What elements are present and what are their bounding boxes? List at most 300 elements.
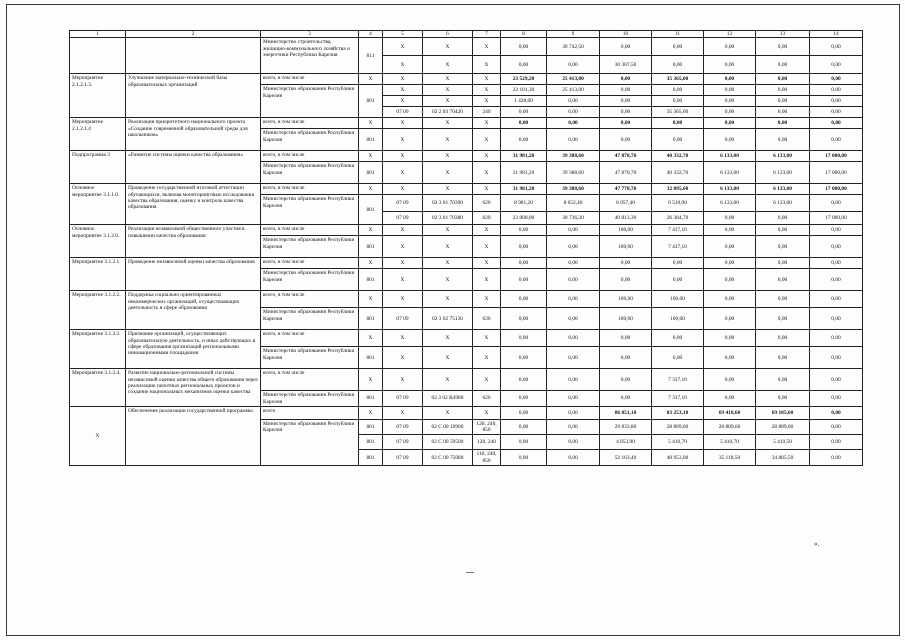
table-cell: X (423, 162, 473, 184)
table-cell: Министерство образования Республики Карелия (261, 236, 359, 258)
column-number-3: 3 (261, 31, 359, 38)
table-cell: 0,00 (810, 118, 863, 129)
table-cell: 7 437,10 (652, 236, 704, 258)
table-cell: 0,00 (704, 107, 756, 118)
table-row (70, 258, 863, 269)
column-number-7: 7 (473, 31, 501, 38)
table-cell: 69 185,60 (756, 406, 810, 419)
table-cell: 28 889,60 (704, 419, 756, 435)
table-cell: 47 870,70 (600, 162, 652, 184)
table-cell: X (383, 225, 423, 236)
table-row (70, 184, 863, 195)
table-cell: X (473, 162, 501, 184)
table-cell: 630 (473, 308, 501, 330)
table-cell: 0,00 (547, 56, 600, 74)
table-cell: 02 2 03 70420 (423, 107, 473, 118)
table-cell: 02 С 00 10900 (423, 419, 473, 435)
table-cell: 0,00 (547, 258, 600, 269)
table-cell: 0,00 (652, 38, 704, 56)
table-cell: X (383, 96, 423, 107)
table-cell: 0,00 (501, 107, 547, 118)
table-cell: 28 889,60 (652, 419, 704, 435)
table-cell: 620 (473, 212, 501, 225)
table-cell: 100,00 (600, 236, 652, 258)
table-cell: Проведение независимой оценки качества образования (126, 258, 261, 291)
table-cell: X (383, 184, 423, 195)
column-number-5: 5 (383, 31, 423, 38)
table-cell: 07 09 (383, 107, 423, 118)
column-number-2: 2 (126, 31, 261, 38)
table-cell: 0,00 (501, 330, 547, 347)
table-cell: 0,00 (810, 96, 863, 107)
table-cell: 0,00 (704, 369, 756, 391)
table-cell: Министерство образования Республики Карелия (261, 85, 359, 118)
table-cell: 801 (359, 85, 383, 118)
table-cell: X (423, 258, 473, 269)
table-cell: 0,00 (547, 435, 600, 450)
table-cell: 0,00 (600, 369, 652, 391)
table-cell (70, 38, 126, 74)
table-cell: 0,00 (756, 347, 810, 369)
table-cell: 22 101,30 (501, 85, 547, 96)
table-cell: 0,00 (704, 56, 756, 74)
table-cell: 0,00 (810, 269, 863, 291)
table-cell: X (383, 151, 423, 162)
table-cell: 0,00 (501, 236, 547, 258)
table-cell: 0,00 (501, 269, 547, 291)
table-cell: 0,00 (704, 347, 756, 369)
table-cell: X (359, 151, 383, 162)
table-cell: 0,00 (652, 347, 704, 369)
table-cell: X (383, 258, 423, 269)
table-cell: всего, в том числе (261, 330, 359, 347)
table-cell: 6 133,00 (756, 184, 810, 195)
table-cell: 0,00 (704, 118, 756, 129)
table-cell: 0,00 (756, 269, 810, 291)
table-cell: 0,00 (756, 118, 810, 129)
table-cell: X (359, 369, 383, 391)
table-cell: 100,00 (652, 291, 704, 308)
table-cell: X (473, 330, 501, 347)
table-cell: 02 3 02 R4980 (423, 391, 473, 407)
table-cell: 07 09 (383, 308, 423, 330)
table-cell: 801 (359, 450, 383, 466)
table-cell: 0,00 (810, 435, 863, 450)
header-row (70, 31, 863, 38)
table-cell: 0,00 (756, 391, 810, 407)
table-cell: 0,00 (704, 74, 756, 85)
table-cell: 0,00 (704, 225, 756, 236)
table-cell: 120, 240 (473, 435, 501, 450)
table-cell (126, 38, 261, 74)
table-cell: 0,00 (810, 236, 863, 258)
table-cell: 0,00 (600, 391, 652, 407)
table-cell: 0,00 (704, 236, 756, 258)
table-cell: Развитие национально-региональной системы независимой оценки качества общего образования через реализацию пилотных региональных проектов и создание национальных механизмов оценки качества (126, 369, 261, 407)
table-cell: X (473, 369, 501, 391)
table-cell: 17 000,00 (810, 184, 863, 195)
table-cell: 0,00 (810, 129, 863, 151)
table-cell: 0,00 (704, 269, 756, 291)
table-cell: 86 851,10 (600, 406, 652, 419)
table-cell: 0,00 (501, 450, 547, 466)
table-cell: X (473, 406, 501, 419)
table-cell: 25 413,00 (547, 74, 600, 85)
table-cell: 620 (473, 391, 501, 407)
table-cell: 0,00 (501, 347, 547, 369)
table-row (70, 74, 863, 85)
table-cell: 100,00 (600, 225, 652, 236)
table-cell: 30 742,50 (547, 38, 600, 56)
table-cell: 0,00 (756, 291, 810, 308)
table-cell: X (359, 258, 383, 269)
table-cell: X (423, 151, 473, 162)
table-cell: 0,00 (756, 225, 810, 236)
table-cell: X (423, 236, 473, 258)
table-cell: 0,00 (501, 38, 547, 56)
table-cell: 07 09 (383, 391, 423, 407)
table-cell: 0,00 (547, 291, 600, 308)
table-cell: X (423, 38, 473, 56)
table-cell: 0,00 (547, 236, 600, 258)
table-cell: 0,00 (547, 96, 600, 107)
table-cell: X (423, 291, 473, 308)
table-cell: X (423, 330, 473, 347)
table-cell: 620 (473, 195, 501, 212)
table-cell: Мероприятие 3.1.2.3. (70, 330, 126, 369)
table-cell: X (473, 38, 501, 56)
table-cell: 801 (359, 435, 383, 450)
table-cell: 0,00 (756, 74, 810, 85)
table-cell: 0,00 (652, 269, 704, 291)
table-cell: 35 365,00 (652, 107, 704, 118)
table-cell: X (423, 85, 473, 96)
table-cell: 07 09 (383, 212, 423, 225)
table-cell: 0,00 (810, 258, 863, 269)
table-cell: 0,00 (756, 330, 810, 347)
table-cell: 31 981,20 (501, 184, 547, 195)
table-cell: 30 736,20 (547, 212, 600, 225)
table-cell: 0,00 (600, 38, 652, 56)
table-cell: 0,00 (600, 118, 652, 129)
table-cell: 39 388,60 (547, 151, 600, 162)
table-cell: 0,00 (810, 347, 863, 369)
table-cell: 0,00 (547, 225, 600, 236)
table-cell: 0,00 (810, 406, 863, 419)
table-cell: 0,00 (756, 38, 810, 56)
table-cell: X (359, 225, 383, 236)
table-cell: 0,00 (501, 118, 547, 129)
table-cell: Министерство образования Республики Карелия (261, 347, 359, 369)
table-cell: 0,00 (756, 96, 810, 107)
table-cell: X (383, 291, 423, 308)
table-cell: 0,00 (501, 406, 547, 419)
budget-table (69, 30, 863, 466)
table-cell: 0,00 (756, 56, 810, 74)
table-cell: X (383, 269, 423, 291)
table-cell: 35 118,50 (704, 450, 756, 466)
page-dash (466, 572, 474, 573)
table-cell: X (423, 96, 473, 107)
table-cell: 6 133,00 (704, 151, 756, 162)
table-cell: 35 365,00 (652, 74, 704, 85)
table-cell: Признание организаций, осуществляющих образовательную деятельность, и иных действующих в сфере образования организаций региональными инновационными площадками (126, 330, 261, 369)
table-cell: 6 133,00 (704, 184, 756, 195)
table-cell: 0,00 (600, 330, 652, 347)
table-cell: 6 133,00 (756, 195, 810, 212)
table-cell: X (473, 258, 501, 269)
table-cell: Министерство строительства, жилищно-коммунального хозяйства и энергетики Республики Карелия (261, 38, 359, 74)
table-cell: 0,00 (756, 129, 810, 151)
table-cell: X (383, 347, 423, 369)
table-cell: 100,00 (652, 308, 704, 330)
table-cell: 801 (359, 195, 383, 225)
table-cell: 0,00 (704, 96, 756, 107)
table-cell: Реализация приоритетного национального проекта «Создание современной образовательной среды для школьников» (126, 118, 261, 151)
table-cell: Основное мероприятие 3.1.2.0. (70, 225, 126, 258)
table-cell: 801 (359, 129, 383, 151)
table-cell: 0,00 (600, 85, 652, 96)
table-cell: 0,00 (704, 38, 756, 56)
table-cell: всего, в том числе (261, 258, 359, 269)
table-cell: 40 332,70 (652, 162, 704, 184)
table-cell: 0,00 (652, 330, 704, 347)
table-cell: 0,00 (547, 308, 600, 330)
table-cell: 0,00 (756, 258, 810, 269)
table-cell: 0,00 (600, 96, 652, 107)
column-number-1: 1 (70, 31, 126, 38)
table-cell: 07 09 (383, 450, 423, 466)
table-cell: 801 (359, 269, 383, 291)
table-cell: 07 09 (383, 195, 423, 212)
table-cell: 0,00 (756, 308, 810, 330)
table-row (70, 330, 863, 347)
table-cell: 17 000,00 (810, 162, 863, 184)
table-cell: 0,00 (756, 85, 810, 96)
table-cell: 0,00 (501, 56, 547, 74)
table-cell: 0,00 (756, 236, 810, 258)
table-cell: 0,00 (652, 118, 704, 129)
table-cell: 0,00 (547, 450, 600, 466)
table-cell: 6 133,00 (756, 151, 810, 162)
table-cell: 0,00 (501, 258, 547, 269)
column-number-9: 9 (547, 31, 600, 38)
table-cell: Подпрограмма 3 (70, 151, 126, 184)
table-cell: 47 770,70 (600, 184, 652, 195)
table-cell: 6 133,00 (756, 162, 810, 184)
table-cell: X (473, 291, 501, 308)
table-cell: 801 (359, 391, 383, 407)
table-cell: всего, в том числе (261, 225, 359, 236)
table-cell: X (423, 129, 473, 151)
column-number-11: 11 (652, 31, 704, 38)
table-cell: 0,00 (704, 330, 756, 347)
table-cell: всего, в том числе (261, 369, 359, 391)
table-cell: 0,00 (810, 391, 863, 407)
table-cell: 6 133,00 (704, 162, 756, 184)
table-cell: 0,00 (652, 56, 704, 74)
table-cell: 0,00 (704, 291, 756, 308)
table-cell: 0,00 (810, 330, 863, 347)
table-row (70, 225, 863, 236)
table-cell: 0,00 (547, 118, 600, 129)
table-cell: 801 (359, 236, 383, 258)
table-cell: 0,00 (501, 291, 547, 308)
table-cell: X (383, 74, 423, 85)
table-cell: 48 953,00 (652, 450, 704, 466)
table-cell: 23 529,20 (501, 74, 547, 85)
table-cell: Министерство образования Республики Карелия (261, 419, 359, 465)
table-cell: 52 163,40 (600, 450, 652, 466)
table-cell: X (423, 56, 473, 74)
table-cell: 0,00 (547, 347, 600, 369)
table-row (70, 369, 863, 391)
table-cell: 120, 240, 850 (473, 419, 501, 435)
table-cell: X (359, 330, 383, 347)
table-cell: 02 3 02 75130 (423, 308, 473, 330)
table-cell: Министерство образования Республики Карелия (261, 391, 359, 407)
table-cell: 0,00 (756, 212, 810, 225)
table-cell: X (383, 330, 423, 347)
table-cell: 0,00 (547, 269, 600, 291)
table-cell: 7 337,10 (652, 369, 704, 391)
table-row (70, 406, 863, 419)
table-cell: 0,00 (810, 85, 863, 96)
table-cell: 5 410,70 (704, 435, 756, 450)
table-cell: X (359, 291, 383, 308)
table-cell: 0,00 (810, 74, 863, 85)
table-cell: 47 870,70 (600, 151, 652, 162)
table-cell: 0,00 (501, 391, 547, 407)
table-cell: X (383, 406, 423, 419)
column-number-4: 4 (359, 31, 383, 38)
table-row (70, 118, 863, 129)
table-cell: 30 307,50 (600, 56, 652, 74)
table-cell: X (383, 38, 423, 56)
table-cell: X (383, 162, 423, 184)
table-cell: 0,00 (547, 369, 600, 391)
table-cell: всего, в том числе (261, 151, 359, 162)
table-cell: X (359, 74, 383, 85)
table-cell: 110, 240, 850 (473, 450, 501, 466)
column-number-10: 10 (600, 31, 652, 38)
column-number-8: 8 (501, 31, 547, 38)
table-cell: 240 (473, 107, 501, 118)
table-cell: 0,00 (756, 107, 810, 118)
table-cell: Министерство образования Республики Карелия (261, 269, 359, 291)
table-cell: Министерство образования Республики Карелия (261, 129, 359, 151)
table-cell: 0,00 (547, 129, 600, 151)
table-cell: 1 428,00 (501, 96, 547, 107)
table-cell: X (473, 118, 501, 129)
table-cell: 0,00 (756, 369, 810, 391)
table-row (70, 38, 863, 56)
table-cell: 83 253,10 (652, 406, 704, 419)
table-cell: 0,00 (652, 96, 704, 107)
table-cell: 7 337,10 (652, 391, 704, 407)
table-cell: 811 (359, 38, 383, 74)
table-cell: X (423, 184, 473, 195)
table-cell: X (473, 85, 501, 96)
table-cell: 0,00 (547, 391, 600, 407)
column-number-6: 6 (423, 31, 473, 38)
table-cell: 5 410,50 (756, 435, 810, 450)
table-cell: 0,00 (501, 129, 547, 151)
table-cell: 0,00 (600, 269, 652, 291)
column-number-14: 14 (810, 31, 863, 38)
table-cell: 0,00 (810, 56, 863, 74)
table-cell: 5 410,70 (652, 435, 704, 450)
table-cell: «Развитие системы оценки качества образования» (126, 151, 261, 184)
table-cell: 0,00 (810, 291, 863, 308)
table-cell: 69 418,60 (704, 406, 756, 419)
table-cell: X (359, 406, 383, 419)
table-cell: 0,00 (810, 308, 863, 330)
table-cell: 02 С 00 59500 (423, 435, 473, 450)
table-cell: 0,00 (810, 450, 863, 466)
table-cell: X (423, 74, 473, 85)
table-cell: Обеспечение реализации государственной программы (126, 406, 261, 465)
table-cell: 8 981,20 (501, 195, 547, 212)
table-cell: X (473, 151, 501, 162)
table-cell: Проведение государственной итоговой аттестации обучающихся, включая мониторинговые исследования качества образования, оценку и контроль качества образования (126, 184, 261, 225)
table-cell: Министерство образования Республики Карелия (261, 308, 359, 330)
table-cell: 801 (359, 308, 383, 330)
table-cell: 100,00 (600, 291, 652, 308)
table-cell: 7 437,10 (652, 225, 704, 236)
table-cell: 02 С 00 75080 (423, 450, 473, 466)
table-cell: 0,00 (600, 107, 652, 118)
table-cell: 28 889,60 (756, 419, 810, 435)
table-cell: 23 000,00 (501, 212, 547, 225)
table-cell: Основное мероприятие 3.1.1.0. (70, 184, 126, 225)
table-cell: всего, в том числе (261, 184, 359, 195)
table-row (70, 151, 863, 162)
table-cell: X (423, 369, 473, 391)
table-cell: 0,00 (652, 129, 704, 151)
table-cell: 02 3 01 70380 (423, 212, 473, 225)
table-cell: 0,00 (810, 419, 863, 435)
table-cell: 0,00 (600, 74, 652, 85)
table-cell: 4 853,90 (600, 435, 652, 450)
table-cell: X (423, 269, 473, 291)
table-cell: 8 652,40 (547, 195, 600, 212)
table-cell: всего, в том числе (261, 118, 359, 129)
table-cell: 0,00 (547, 330, 600, 347)
table-cell: 17 000,00 (810, 151, 863, 162)
table-cell: всего, в том числе (261, 291, 359, 308)
table-cell: X (423, 347, 473, 369)
table-cell: 0,00 (547, 406, 600, 419)
table-cell: 100,00 (600, 308, 652, 330)
table-cell: 0,00 (600, 347, 652, 369)
table-cell: 0,00 (600, 129, 652, 151)
table-cell: 07 09 (383, 435, 423, 450)
table-cell: X (473, 236, 501, 258)
closing-quote: ». (814, 540, 820, 548)
table-cell: Мероприятие 3.1.2.1. (70, 258, 126, 291)
table-cell: X (70, 406, 126, 465)
table-cell: X (383, 236, 423, 258)
table-cell: 0,00 (501, 225, 547, 236)
table-cell: 26 384,70 (652, 212, 704, 225)
table-cell: X (359, 184, 383, 195)
table-cell: Министерство образования Республики Карелия (261, 195, 359, 225)
table-cell: 6 957,40 (600, 195, 652, 212)
table-cell: Мероприятие 3.1.2.4. (70, 369, 126, 407)
column-number-12: 12 (704, 31, 756, 38)
table-cell: 0,00 (810, 107, 863, 118)
